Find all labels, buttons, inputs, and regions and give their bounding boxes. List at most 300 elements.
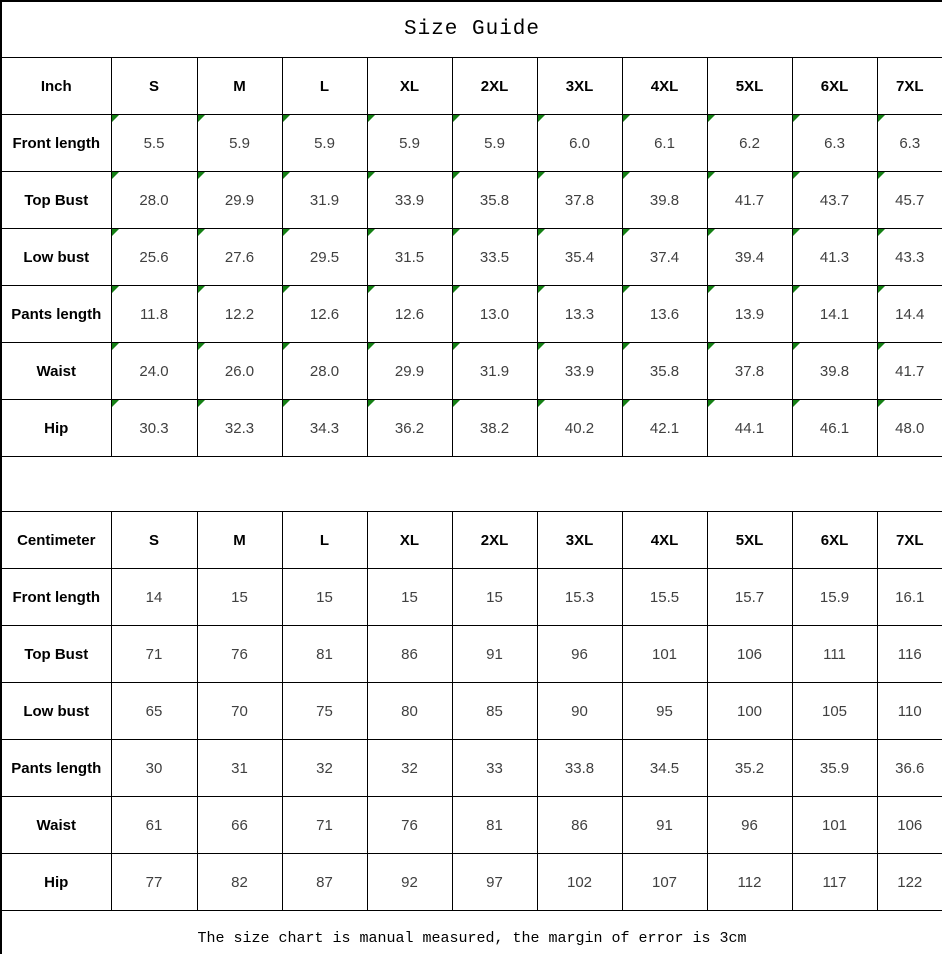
measurement-value: 106 xyxy=(736,645,763,663)
header-row xyxy=(1,58,942,115)
measurement-cell xyxy=(197,683,282,740)
measurement-value: 97 xyxy=(486,873,503,891)
measurement-cell xyxy=(622,172,707,229)
measurement-value: 105 xyxy=(821,702,848,720)
measurement-cell xyxy=(622,854,707,911)
measurement-cell xyxy=(707,740,792,797)
stored-as-text-flag-icon xyxy=(793,115,800,122)
measurement-cell xyxy=(622,343,707,400)
measurement-value: 31.9 xyxy=(309,191,340,209)
measurement-cell xyxy=(282,569,367,626)
measurement-value: 95 xyxy=(656,702,673,720)
stored-as-text-flag-icon xyxy=(878,400,885,407)
measurement-value: 92 xyxy=(401,873,418,891)
measurement-cell xyxy=(707,286,792,343)
stored-as-text-flag-icon xyxy=(112,343,119,350)
size-column-header: 4XL xyxy=(622,512,707,569)
table-row xyxy=(1,115,942,172)
measurement-value: 6.1 xyxy=(654,134,675,152)
measurement-cell xyxy=(111,797,197,854)
stored-as-text-flag-icon xyxy=(453,229,460,236)
row-label: Front length xyxy=(1,569,111,626)
stored-as-text-flag-icon xyxy=(283,172,290,179)
measurement-cell xyxy=(111,115,197,172)
measurement-cell xyxy=(707,626,792,683)
measurement-value: 37.8 xyxy=(734,362,765,380)
measurement-cell xyxy=(282,626,367,683)
measurement-value: 106 xyxy=(897,816,923,834)
measurement-cell xyxy=(367,115,452,172)
stored-as-text-flag-icon xyxy=(198,400,205,407)
measurement-cell xyxy=(707,797,792,854)
measurement-cell xyxy=(707,229,792,286)
measurement-cell xyxy=(452,172,537,229)
size-column-header: 5XL xyxy=(707,512,792,569)
size-column-header: 6XL xyxy=(792,512,877,569)
measurement-cell xyxy=(707,343,792,400)
measurement-value: 36.2 xyxy=(394,419,425,437)
stored-as-text-flag-icon xyxy=(368,172,375,179)
measurement-value: 87 xyxy=(316,873,333,891)
measurement-value: 39.4 xyxy=(734,248,765,266)
measurement-cell xyxy=(622,286,707,343)
measurement-value: 13.9 xyxy=(734,305,765,323)
size-column-header: 7XL xyxy=(877,512,942,569)
row-label: Front length xyxy=(1,115,111,172)
measurement-cell xyxy=(877,172,942,229)
measurement-value: 81 xyxy=(316,645,333,663)
measurement-value: 85 xyxy=(486,702,503,720)
measurement-value: 96 xyxy=(571,645,588,663)
measurement-value: 91 xyxy=(656,816,673,834)
measurement-value: 76 xyxy=(231,645,248,663)
stored-as-text-flag-icon xyxy=(708,229,715,236)
size-column-header: 3XL xyxy=(537,512,622,569)
measurement-value: 15 xyxy=(231,588,248,606)
measurement-cell xyxy=(111,286,197,343)
measurement-cell xyxy=(877,797,942,854)
measurement-value: 24.0 xyxy=(139,362,169,380)
measurement-cell xyxy=(452,286,537,343)
stored-as-text-flag-icon xyxy=(538,400,545,407)
stored-as-text-flag-icon xyxy=(538,115,545,122)
measurement-value: 14.1 xyxy=(819,305,850,323)
measurement-cell xyxy=(282,115,367,172)
measurement-value: 45.7 xyxy=(895,191,925,209)
measurement-value: 5.9 xyxy=(229,134,250,152)
measurement-value: 34.5 xyxy=(649,759,680,777)
measurement-value: 30.3 xyxy=(139,419,169,437)
size-column-header: S xyxy=(111,512,197,569)
measurement-value: 30 xyxy=(145,759,163,777)
stored-as-text-flag-icon xyxy=(708,286,715,293)
measurement-cell xyxy=(111,854,197,911)
size-column-header: XL xyxy=(367,512,452,569)
measurement-cell xyxy=(367,569,452,626)
unit-header: Inch xyxy=(1,58,111,115)
measurement-cell xyxy=(707,854,792,911)
stored-as-text-flag-icon xyxy=(708,115,715,122)
measurement-cell xyxy=(707,115,792,172)
stored-as-text-flag-icon xyxy=(198,229,205,236)
measurement-value: 33.8 xyxy=(564,759,595,777)
measurement-cell xyxy=(707,683,792,740)
measurement-value: 31.5 xyxy=(394,248,425,266)
measurement-cell xyxy=(707,172,792,229)
row-label: Top Bust xyxy=(1,626,111,683)
measurement-value: 110 xyxy=(897,702,922,720)
measurement-value: 39.8 xyxy=(819,362,850,380)
measurement-value: 41.7 xyxy=(895,362,925,380)
size-column-header: L xyxy=(282,512,367,569)
stored-as-text-flag-icon xyxy=(623,172,630,179)
stored-as-text-flag-icon xyxy=(368,115,375,122)
measurement-cell xyxy=(197,569,282,626)
measurement-value: 12.2 xyxy=(224,305,255,323)
table-row xyxy=(1,569,942,626)
measurement-value: 61 xyxy=(145,816,163,834)
measurement-value: 43.7 xyxy=(819,191,850,209)
size-column-header: 7XL xyxy=(877,58,942,115)
measurement-cell xyxy=(792,797,877,854)
footer-row xyxy=(1,911,942,954)
stored-as-text-flag-icon xyxy=(538,172,545,179)
measurement-value: 44.1 xyxy=(734,419,765,437)
stored-as-text-flag-icon xyxy=(708,172,715,179)
stored-as-text-flag-icon xyxy=(793,172,800,179)
gap-row xyxy=(1,457,942,512)
measurement-value: 32 xyxy=(316,759,333,777)
table-row xyxy=(1,740,942,797)
measurement-cell xyxy=(792,343,877,400)
stored-as-text-flag-icon xyxy=(793,286,800,293)
measurement-value: 35.4 xyxy=(564,248,595,266)
measurement-value: 102 xyxy=(566,873,593,891)
measurement-cell xyxy=(367,854,452,911)
measurement-value: 32.3 xyxy=(224,419,255,437)
measurement-value: 15 xyxy=(486,588,503,606)
measurement-value: 6.0 xyxy=(569,134,590,152)
measurement-value: 35.2 xyxy=(734,759,765,777)
measurement-value: 28.0 xyxy=(139,191,169,209)
measurement-value: 11.8 xyxy=(139,305,169,323)
footer-note: The size chart is manual measured, the margin of error is 3cm xyxy=(1,911,942,954)
measurement-cell xyxy=(197,854,282,911)
measurement-value: 15.9 xyxy=(819,588,850,606)
title-row xyxy=(1,1,942,58)
measurement-cell xyxy=(537,343,622,400)
measurement-cell xyxy=(282,343,367,400)
measurement-cell xyxy=(452,626,537,683)
stored-as-text-flag-icon xyxy=(453,172,460,179)
stored-as-text-flag-icon xyxy=(198,115,205,122)
size-column-header: S xyxy=(111,58,197,115)
measurement-cell xyxy=(367,400,452,457)
stored-as-text-flag-icon xyxy=(623,115,630,122)
measurement-cell xyxy=(792,854,877,911)
measurement-cell xyxy=(877,400,942,457)
measurement-cell xyxy=(877,229,942,286)
measurement-cell xyxy=(111,683,197,740)
measurement-cell xyxy=(537,286,622,343)
measurement-cell xyxy=(622,740,707,797)
stored-as-text-flag-icon xyxy=(198,343,205,350)
measurement-value: 16.1 xyxy=(895,588,925,606)
measurement-cell xyxy=(197,229,282,286)
measurement-value: 117 xyxy=(822,873,847,891)
measurement-value: 33 xyxy=(486,759,503,777)
stored-as-text-flag-icon xyxy=(283,115,290,122)
measurement-cell xyxy=(877,740,942,797)
measurement-cell xyxy=(452,683,537,740)
measurement-value: 15 xyxy=(401,588,418,606)
table-row xyxy=(1,229,942,286)
measurement-value: 75 xyxy=(316,702,333,720)
row-label: Pants length xyxy=(1,286,111,343)
measurement-cell xyxy=(622,683,707,740)
measurement-cell xyxy=(537,569,622,626)
measurement-value: 13.3 xyxy=(564,305,595,323)
table-row xyxy=(1,343,942,400)
size-column-header: XL xyxy=(367,58,452,115)
measurement-value: 34.3 xyxy=(309,419,340,437)
table-row xyxy=(1,854,942,911)
measurement-value: 70 xyxy=(231,702,248,720)
measurement-cell xyxy=(197,172,282,229)
measurement-value: 112 xyxy=(737,873,762,891)
measurement-cell xyxy=(792,229,877,286)
measurement-cell xyxy=(792,683,877,740)
stored-as-text-flag-icon xyxy=(368,286,375,293)
measurement-value: 43.3 xyxy=(895,248,925,266)
stored-as-text-flag-icon xyxy=(793,400,800,407)
measurement-cell xyxy=(537,229,622,286)
stored-as-text-flag-icon xyxy=(708,343,715,350)
measurement-cell xyxy=(537,626,622,683)
measurement-cell xyxy=(197,286,282,343)
measurement-value: 28.0 xyxy=(309,362,340,380)
measurement-value: 37.8 xyxy=(564,191,595,209)
measurement-cell xyxy=(792,115,877,172)
measurement-value: 25.6 xyxy=(139,248,169,266)
measurement-value: 15.5 xyxy=(649,588,680,606)
measurement-cell xyxy=(367,626,452,683)
measurement-value: 26.0 xyxy=(224,362,255,380)
measurement-value: 29.9 xyxy=(394,362,425,380)
measurement-cell xyxy=(537,797,622,854)
measurement-value: 5.9 xyxy=(314,134,335,152)
measurement-cell xyxy=(877,286,942,343)
row-label: Hip xyxy=(1,400,111,457)
measurement-cell xyxy=(367,172,452,229)
stored-as-text-flag-icon xyxy=(878,229,885,236)
table-row xyxy=(1,400,942,457)
measurement-cell xyxy=(792,569,877,626)
measurement-value: 6.2 xyxy=(739,134,760,152)
stored-as-text-flag-icon xyxy=(368,343,375,350)
measurement-value: 31.9 xyxy=(479,362,510,380)
size-column-header: 3XL xyxy=(537,58,622,115)
measurement-cell xyxy=(111,229,197,286)
measurement-value: 122 xyxy=(897,873,923,891)
measurement-cell xyxy=(877,115,942,172)
measurement-value: 48.0 xyxy=(895,419,925,437)
table-gap xyxy=(1,457,942,512)
measurement-value: 33.9 xyxy=(394,191,425,209)
size-column-header: M xyxy=(197,512,282,569)
measurement-cell xyxy=(622,229,707,286)
size-column-header: 2XL xyxy=(452,58,537,115)
measurement-value: 5.5 xyxy=(143,134,165,152)
measurement-cell xyxy=(111,400,197,457)
measurement-value: 15.3 xyxy=(564,588,595,606)
measurement-cell xyxy=(622,626,707,683)
measurement-value: 101 xyxy=(821,816,848,834)
measurement-value: 81 xyxy=(486,816,503,834)
measurement-value: 100 xyxy=(736,702,763,720)
table-row xyxy=(1,797,942,854)
measurement-cell xyxy=(707,400,792,457)
measurement-cell xyxy=(707,569,792,626)
measurement-cell xyxy=(367,229,452,286)
stored-as-text-flag-icon xyxy=(623,343,630,350)
measurement-value: 15.7 xyxy=(734,588,765,606)
measurement-cell xyxy=(622,569,707,626)
measurement-cell xyxy=(367,286,452,343)
stored-as-text-flag-icon xyxy=(112,229,119,236)
measurement-cell xyxy=(877,343,942,400)
stored-as-text-flag-icon xyxy=(453,115,460,122)
measurement-value: 71 xyxy=(145,645,163,663)
gap-block xyxy=(1,457,942,512)
measurement-cell xyxy=(282,683,367,740)
measurement-cell xyxy=(197,343,282,400)
measurement-cell xyxy=(792,626,877,683)
measurement-value: 32 xyxy=(401,759,418,777)
row-label: Waist xyxy=(1,343,111,400)
measurement-value: 6.3 xyxy=(899,134,921,152)
measurement-cell xyxy=(282,172,367,229)
measurement-value: 29.9 xyxy=(224,191,255,209)
measurement-cell xyxy=(282,400,367,457)
title-block xyxy=(1,1,942,58)
row-label: Waist xyxy=(1,797,111,854)
measurement-cell xyxy=(452,854,537,911)
measurement-value: 40.2 xyxy=(564,419,595,437)
measurement-cell xyxy=(452,797,537,854)
measurement-cell xyxy=(367,740,452,797)
measurement-value: 42.1 xyxy=(649,419,680,437)
measurement-cell xyxy=(537,172,622,229)
measurement-cell xyxy=(282,740,367,797)
row-label: Top Bust xyxy=(1,172,111,229)
measurement-cell xyxy=(452,115,537,172)
measurement-cell xyxy=(452,569,537,626)
measurement-cell xyxy=(452,229,537,286)
measurement-cell xyxy=(282,229,367,286)
stored-as-text-flag-icon xyxy=(198,286,205,293)
stored-as-text-flag-icon xyxy=(198,172,205,179)
stored-as-text-flag-icon xyxy=(283,400,290,407)
measurement-value: 31 xyxy=(231,759,248,777)
measurement-value: 13.6 xyxy=(649,305,680,323)
measurement-cell xyxy=(537,115,622,172)
measurement-cell xyxy=(622,400,707,457)
measurement-value: 86 xyxy=(401,645,418,663)
stored-as-text-flag-icon xyxy=(368,400,375,407)
measurement-cell xyxy=(537,400,622,457)
footer-block xyxy=(1,911,942,954)
measurement-value: 12.6 xyxy=(394,305,425,323)
measurement-cell xyxy=(367,797,452,854)
stored-as-text-flag-icon xyxy=(112,172,119,179)
stored-as-text-flag-icon xyxy=(112,286,119,293)
stored-as-text-flag-icon xyxy=(793,343,800,350)
stored-as-text-flag-icon xyxy=(453,286,460,293)
stored-as-text-flag-icon xyxy=(368,229,375,236)
measurement-cell xyxy=(367,343,452,400)
table-row xyxy=(1,172,942,229)
header-row xyxy=(1,512,942,569)
unit-header: Centimeter xyxy=(1,512,111,569)
measurement-cell xyxy=(452,400,537,457)
table-row xyxy=(1,683,942,740)
measurement-cell xyxy=(282,286,367,343)
measurement-value: 14.4 xyxy=(895,305,925,323)
measurement-value: 82 xyxy=(231,873,248,891)
measurement-value: 35.8 xyxy=(479,191,510,209)
measurement-value: 80 xyxy=(401,702,418,720)
measurement-cell xyxy=(452,343,537,400)
measurement-cell xyxy=(792,172,877,229)
table-row xyxy=(1,286,942,343)
stored-as-text-flag-icon xyxy=(878,343,885,350)
stored-as-text-flag-icon xyxy=(793,229,800,236)
measurement-cell xyxy=(197,400,282,457)
measurement-value: 6.3 xyxy=(824,134,845,152)
measurement-value: 33.9 xyxy=(564,362,595,380)
measurement-cell xyxy=(792,286,877,343)
measurement-value: 116 xyxy=(897,645,922,663)
measurement-cell xyxy=(877,854,942,911)
stored-as-text-flag-icon xyxy=(878,115,885,122)
measurement-cell xyxy=(197,797,282,854)
size-column-header: 2XL xyxy=(452,512,537,569)
measurement-value: 37.4 xyxy=(649,248,680,266)
centimeter-table-body xyxy=(1,512,942,911)
measurement-value: 15 xyxy=(316,588,333,606)
measurement-value: 38.2 xyxy=(479,419,510,437)
measurement-cell xyxy=(792,740,877,797)
size-column-header: L xyxy=(282,58,367,115)
stored-as-text-flag-icon xyxy=(623,229,630,236)
measurement-value: 107 xyxy=(651,873,678,891)
stored-as-text-flag-icon xyxy=(878,286,885,293)
measurement-cell xyxy=(282,854,367,911)
measurement-value: 41.3 xyxy=(819,248,850,266)
measurement-cell xyxy=(197,740,282,797)
measurement-value: 91 xyxy=(486,645,503,663)
stored-as-text-flag-icon xyxy=(538,343,545,350)
measurement-cell xyxy=(877,569,942,626)
measurement-value: 12.6 xyxy=(309,305,340,323)
size-column-header: 6XL xyxy=(792,58,877,115)
measurement-cell xyxy=(537,740,622,797)
table-row xyxy=(1,626,942,683)
stored-as-text-flag-icon xyxy=(112,115,119,122)
measurement-value: 96 xyxy=(741,816,758,834)
size-column-header: 5XL xyxy=(707,58,792,115)
